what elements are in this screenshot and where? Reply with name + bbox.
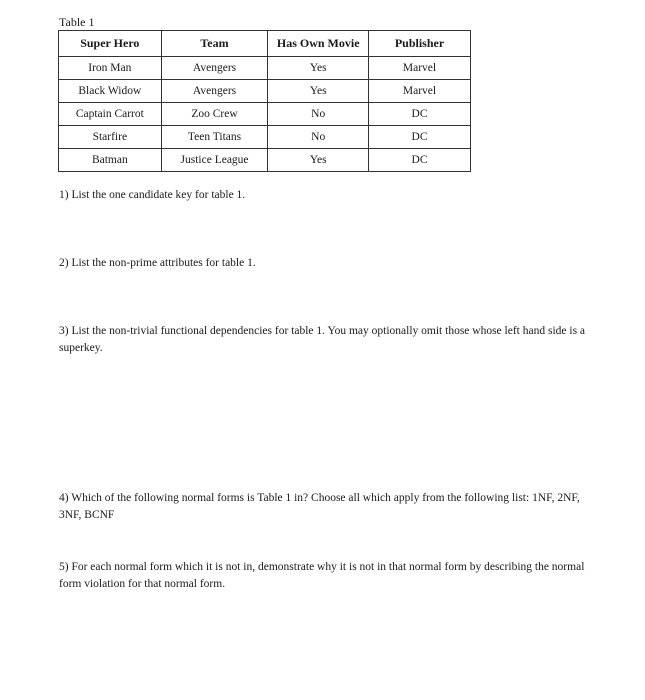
question-2: 2) List the non-prime attributes for table 1. (59, 257, 256, 269)
cell-super-hero: Iron Man (59, 57, 162, 80)
cell-publisher: DC (369, 126, 471, 149)
cell-team: Avengers (161, 80, 268, 103)
table-row (59, 57, 471, 80)
question-1: 1) List the one candidate key for table 1. (59, 189, 246, 201)
cell-super-hero: Black Widow (59, 80, 162, 103)
question-3: 3) List the non-trivial functional dependencies for table 1. You may optionally omit those whose left hand side is a superkey. (59, 325, 586, 354)
cell-team: Avengers (161, 57, 268, 80)
cell-publisher: DC (369, 149, 471, 172)
cell-team: Zoo Crew (161, 103, 268, 126)
column-header-publisher: Publisher (369, 31, 471, 57)
cell-publisher: DC (369, 103, 471, 126)
cell-publisher: Marvel (369, 57, 471, 80)
cell-publisher: Marvel (369, 80, 471, 103)
cell-super-hero: Batman (59, 149, 162, 172)
column-header-has-own-movie: Has Own Movie (268, 31, 369, 57)
cell-has-own-movie: No (268, 126, 369, 149)
question-5: 5) For each normal form which it is not in, demonstrate why it is not in that normal form by describing the normal form violation for that normal form. (59, 561, 585, 590)
question-4: 4) Which of the following normal forms is Table 1 in? Choose all which apply from the following list: 1NF, 2NF, 3NF, BCNF (59, 492, 580, 521)
table-caption: Table 1 (59, 15, 95, 29)
super-hero-table (58, 30, 471, 172)
cell-team: Justice League (161, 149, 268, 172)
table-row (59, 103, 471, 126)
cell-has-own-movie: Yes (268, 149, 369, 172)
column-header-team: Team (161, 31, 268, 57)
cell-team: Teen Titans (161, 126, 268, 149)
cell-super-hero: Starfire (59, 126, 162, 149)
table-row (59, 149, 471, 172)
table-header-row (59, 31, 471, 57)
column-header-super-hero: Super Hero (59, 31, 162, 57)
cell-has-own-movie: No (268, 103, 369, 126)
table-row (59, 80, 471, 103)
table-row (59, 126, 471, 149)
cell-super-hero: Captain Carrot (59, 103, 162, 126)
cell-has-own-movie: Yes (268, 57, 369, 80)
cell-has-own-movie: Yes (268, 80, 369, 103)
